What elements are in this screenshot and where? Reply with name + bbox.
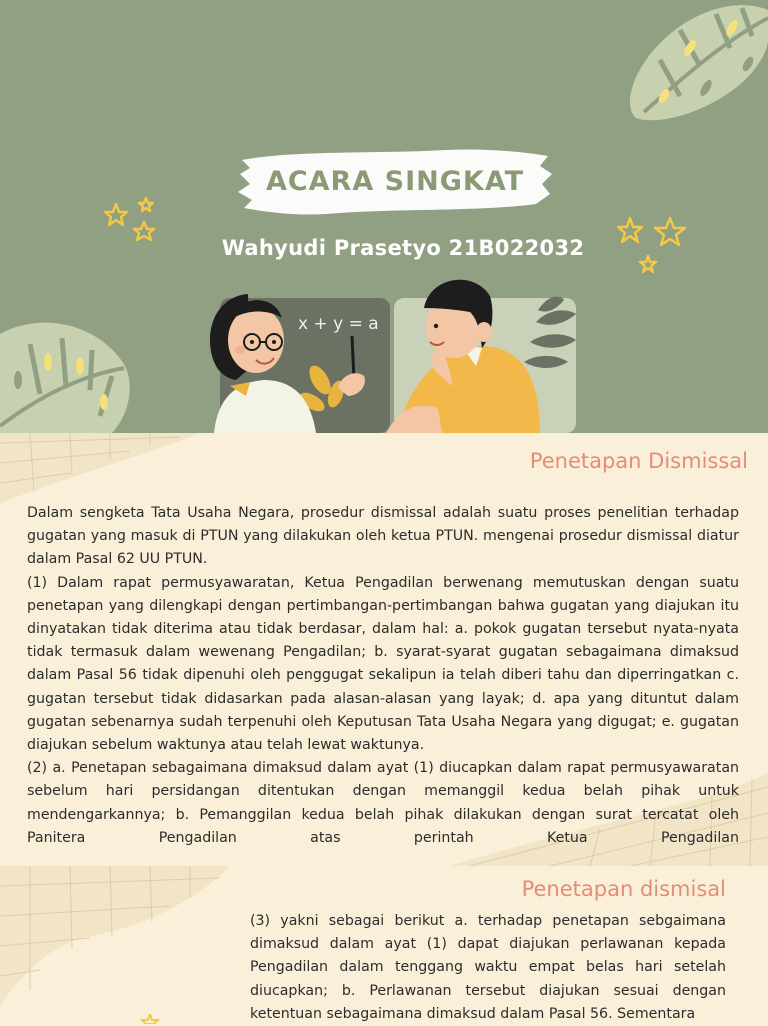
- section-body: [250, 910, 726, 1026]
- section-heading: Penetapan dismisal: [521, 877, 726, 901]
- classroom-illustration: [190, 262, 590, 433]
- star-icon: [140, 1014, 160, 1024]
- grid-decoration: [0, 433, 200, 503]
- section-body: [27, 502, 739, 850]
- paragraph: (3) yakni sebagai berikut a. terhadap penetapan sebgaimana dimaksud dalam ayat (1) dapat diajukan perlawanan kepada Pengadilan dalam tenggang waktu empat belas hari setelah diucapkan; b. Perlawanan tersebut diajukan sesuai dengan ketentuan sebagaimana dimaksud dalam Pasal 56. Sementara: [250, 913, 726, 1022]
- cover-page: [0, 0, 768, 433]
- grid-decoration: [0, 866, 240, 1024]
- section-heading: Penetapan Dismissal: [529, 449, 748, 473]
- page-title: ACARA SINGKAT: [265, 166, 525, 197]
- author-name: Wahyudi Prasetyo 21B022032: [221, 236, 585, 260]
- paragraph: Dalam sengketa Tata Usaha Negara, prosedur dismissal adalah suatu proses penelitian terhadap gugatan yang masuk di PTUN yang dilakukan oleh ketua PTUN. mengenai prosedur dismissal diatur dalam Pasal 62 UU PTUN.: [27, 505, 739, 568]
- board-formula: x + y = a: [298, 314, 379, 334]
- monstera-leaf-icon: [0, 316, 132, 433]
- monstera-leaf-icon: [620, 0, 768, 150]
- paragraph: (1) Dalam rapat permusyawaratan, Ketua Pengadilan berwenang memutuskan dengan suatu penetapan yang dilengkapi dengan pertimbangan-pertimbangan bahwa gugatan yang diajukan itu dinyatakan tidak diterima atau tidak berdasar, dalam hal: a. pokok gugatan tersebut nyata-nyata tidak termasuk dalam wewenang Pengadilan; b. syarat-syarat gugatan sebagaimana dimaksud dalam Pasal 56 tidak dipenuhi oleh penggugat sekalipun ia telah diberi tahu dan diperringatkan c. gugatan tersebut tidak didasarkan pada alasan-alasan yang layak; d. apa yang dituntut dalam gugatan sebenarnya sudah terpenuhi oleh Keputusan Tata Usaha Negara yang digugat; e. gugatan diajukan sebelum waktunya atau telah lewat waktunya.: [27, 574, 739, 754]
- paragraph: (2) a. Penetapan sebagaimana dimaksud dalam ayat (1) diucapkan dalam rapat permusyawaratan sebelum hari persidangan ditentukan dengan memanggil kedua belah pihak untuk mendengarkannya; b. Pemanggilan kedua belah pihak dilakukan dengan surat tercatat oleh Panitera Pengadilan atas perintah Ketua Pengadilan: [27, 760, 739, 846]
